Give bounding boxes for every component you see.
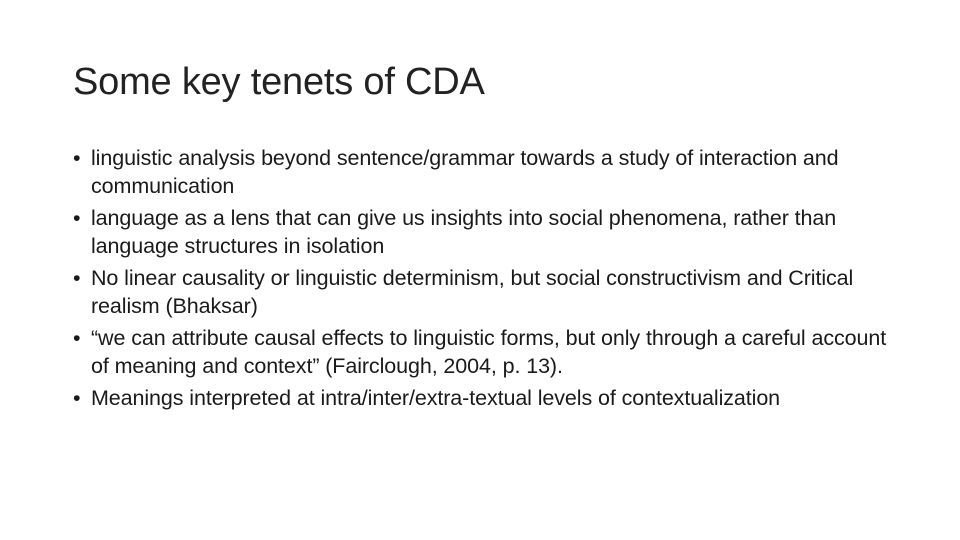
- bullet-dot-icon: •: [73, 386, 81, 410]
- bullet-item: [73, 264, 903, 320]
- bullet-item: [73, 144, 903, 200]
- bullet-dot-icon: •: [73, 266, 81, 290]
- bullet-text: “we can attribute causal effects to linguistic forms, but only through a careful account of meaning and context” (Fairclough, 2004, p. 13).: [91, 326, 887, 378]
- bullet-list: [73, 144, 903, 416]
- bullet-item: [73, 384, 903, 412]
- bullet-text: language as a lens that can give us insights into social phenomena, rather than language structures in isolation: [91, 206, 837, 258]
- bullet-dot-icon: •: [73, 326, 81, 350]
- bullet-item: [73, 204, 903, 260]
- bullet-dot-icon: •: [73, 206, 81, 230]
- bullet-item: [73, 324, 903, 380]
- bullet-text: linguistic analysis beyond sentence/grammar towards a study of interaction and communication: [91, 146, 839, 198]
- bullet-text: Meanings interpreted at intra/inter/extra-textual levels of contextualization: [91, 386, 781, 410]
- slide-title: Some key tenets of CDA: [73, 61, 485, 103]
- bullet-text: No linear causality or linguistic determinism, but social constructivism and Critical realism (Bhaksar): [91, 266, 854, 318]
- bullet-dot-icon: •: [73, 146, 81, 170]
